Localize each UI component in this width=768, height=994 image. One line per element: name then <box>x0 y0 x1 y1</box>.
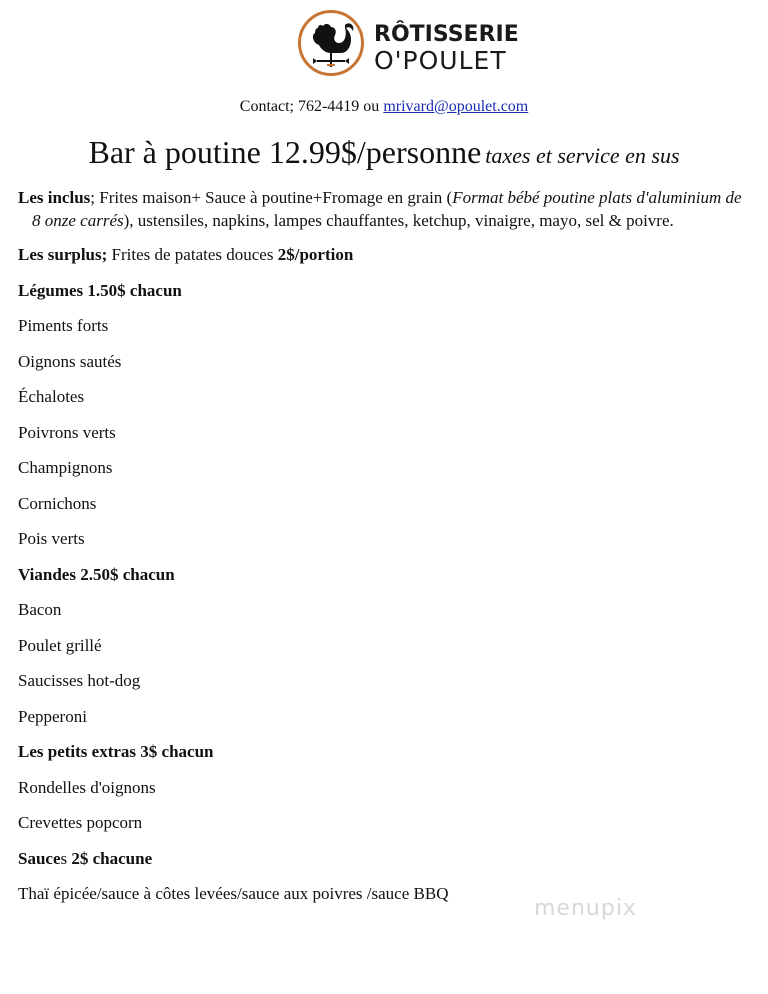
logo <box>298 8 519 82</box>
surplus-line <box>18 244 748 280</box>
list-item: Rondelles d'oignons <box>18 777 156 797</box>
brand-line1: RÔTISSERIE <box>374 22 519 47</box>
section-heading-legumes: Légumes 1.50$ chacun <box>18 280 182 300</box>
inclus-paragraph <box>18 186 748 232</box>
list-item: Poulet grillé <box>18 635 102 655</box>
list-item: Cornichons <box>18 493 97 513</box>
watermark: menupix <box>534 896 637 921</box>
section-heading-sauces: Sauces 2$ chacune <box>18 848 153 868</box>
list-item: Thaï épicée/sauce à côtes levées/sauce aux poivres /sauce BBQ <box>18 884 449 903</box>
surplus-price: 2$/portion <box>277 245 354 264</box>
list-item: Piments forts <box>18 316 109 335</box>
inclus-text1: ; Frites maison+ Sauce à poutine+Fromage en grain ( <box>90 188 453 207</box>
contact-line <box>0 98 768 116</box>
list-item: Saucisses hot-dog <box>18 671 141 690</box>
menu-content <box>18 186 748 919</box>
list-item: Pepperoni <box>18 706 87 726</box>
section-heading-viandes: Viandes 2.50$ chacun <box>18 564 175 584</box>
surplus-text: Frites de patates douces <box>107 245 278 264</box>
inclus-label: Les inclus <box>18 188 91 207</box>
list-item: Crevettes popcorn <box>18 813 143 832</box>
brand-line2: O'POULET <box>374 46 507 75</box>
email-link[interactable]: mrivard@opoulet.com <box>383 98 529 115</box>
section-heading-extras: Les petits extras 3$ chacun <box>18 742 214 761</box>
title-main: Bar à poutine 12.99$/personne <box>88 134 482 170</box>
rooster-logo-icon <box>298 10 364 76</box>
list-item: Échalotes <box>18 387 85 406</box>
list-item: Oignons sautés <box>18 351 122 371</box>
contact-text: Contact; 762-4419 ou <box>239 98 384 115</box>
list-item: Bacon <box>18 600 62 619</box>
page-title <box>0 134 768 171</box>
list-item: Champignons <box>18 458 113 477</box>
list-item: Poivrons verts <box>18 422 116 442</box>
title-sub: taxes et service en sus <box>485 143 680 168</box>
inclus-text2: ), ustensiles, napkins, lampes chauffantes, ketchup, vinaigre, mayo, sel & poivre. <box>123 211 674 230</box>
list-item: Pois verts <box>18 529 85 548</box>
surplus-label: Les surplus; <box>18 245 108 264</box>
inclus-italic: Format bébé poutine plats d'aluminium de 8 onze carrés <box>32 188 742 230</box>
